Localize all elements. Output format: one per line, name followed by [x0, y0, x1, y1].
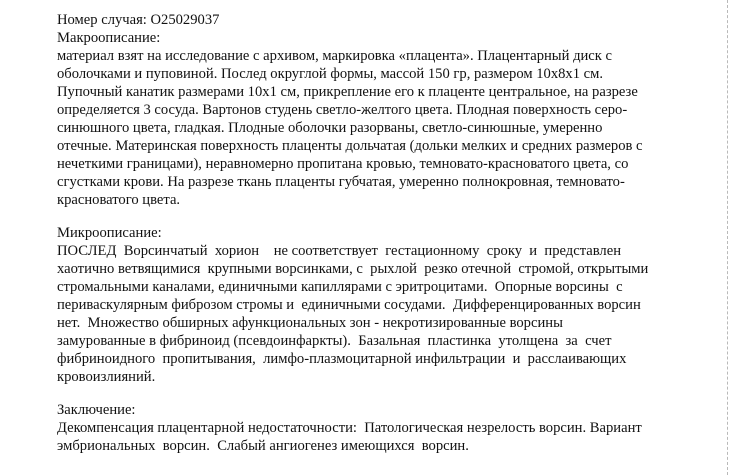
conclusion-line: эмбриональных ворсин. Слабый ангиогенез имеющихся ворсин. [57, 438, 469, 454]
micro-line: стромальными каналами, единичными капиллярами с эритроцитами. Опорные ворсины с [57, 279, 623, 295]
page-margin-guide [727, 0, 728, 475]
macro-line: сгустками крови. На разрезе ткань плаценты губчатая, умеренно полнокровная, темновато- [57, 174, 625, 190]
case-number: Номер случая: O25029037 [57, 12, 220, 28]
macro-heading: Макроописание: [57, 30, 161, 46]
macro-line: красноватого цвета. [57, 192, 181, 208]
macro-line: нечеткими границами), неравномерно пропитана кровью, темновато-красноватого цвета, со [57, 156, 629, 172]
macro-line: определяется 3 сосуда. Вартонов студень светло-желтого цвета. Плодная поверхность серо- [57, 102, 628, 118]
macro-line: синюшного цвета, гладкая. Плодные оболочки разорваны, светло-синюшные, умеренно [57, 120, 603, 136]
micro-line: фибриноидного пропитывания, лимфо-плазмоцитарной инфильтрации и расслаивающих [57, 351, 627, 367]
micro-line: нет. Множество обширных афункциональных зон - некротизированные ворсины [57, 315, 563, 331]
macro-line: оболочками и пуповиной. Послед округлой формы, массой 150 гр, размером 10х8х1 см. [57, 66, 604, 82]
macro-line: отечные. Материнская поверхность плаценты дольчатая (дольки мелких и средних размеров с [57, 138, 643, 154]
micro-line: ПОСЛЕД Ворсинчатый хорион не соответствует гестационному сроку и представлен [57, 243, 622, 259]
micro-line: замурованные в фибриноид (псевдоинфаркты). Базальная пластинка утолщена за счет [57, 333, 612, 349]
micro-line: кровоизлияний. [57, 369, 156, 385]
conclusion-heading: Заключение: [57, 402, 136, 418]
conclusion-line: Декомпенсация плацентарной недостаточности: Патологическая незрелость ворсин. Вариант [57, 420, 642, 436]
macro-line: материал взят на исследование с архивом, маркировка «плацента». Плацентарный диск с [57, 48, 612, 64]
micro-line: периваскулярным фиброзом стромы и единичными сосудами. Дифференцированных ворсин [57, 297, 641, 313]
micro-line: хаотично ветвящимися крупными ворсинками, с рыхлой резко отечной стромой, открытыми [57, 261, 649, 277]
macro-line: Пупочный канатик размерами 10х1 см, прикрепление его к плаценте центральное, на разрезе [57, 84, 638, 100]
micro-heading: Микроописание: [57, 225, 162, 241]
